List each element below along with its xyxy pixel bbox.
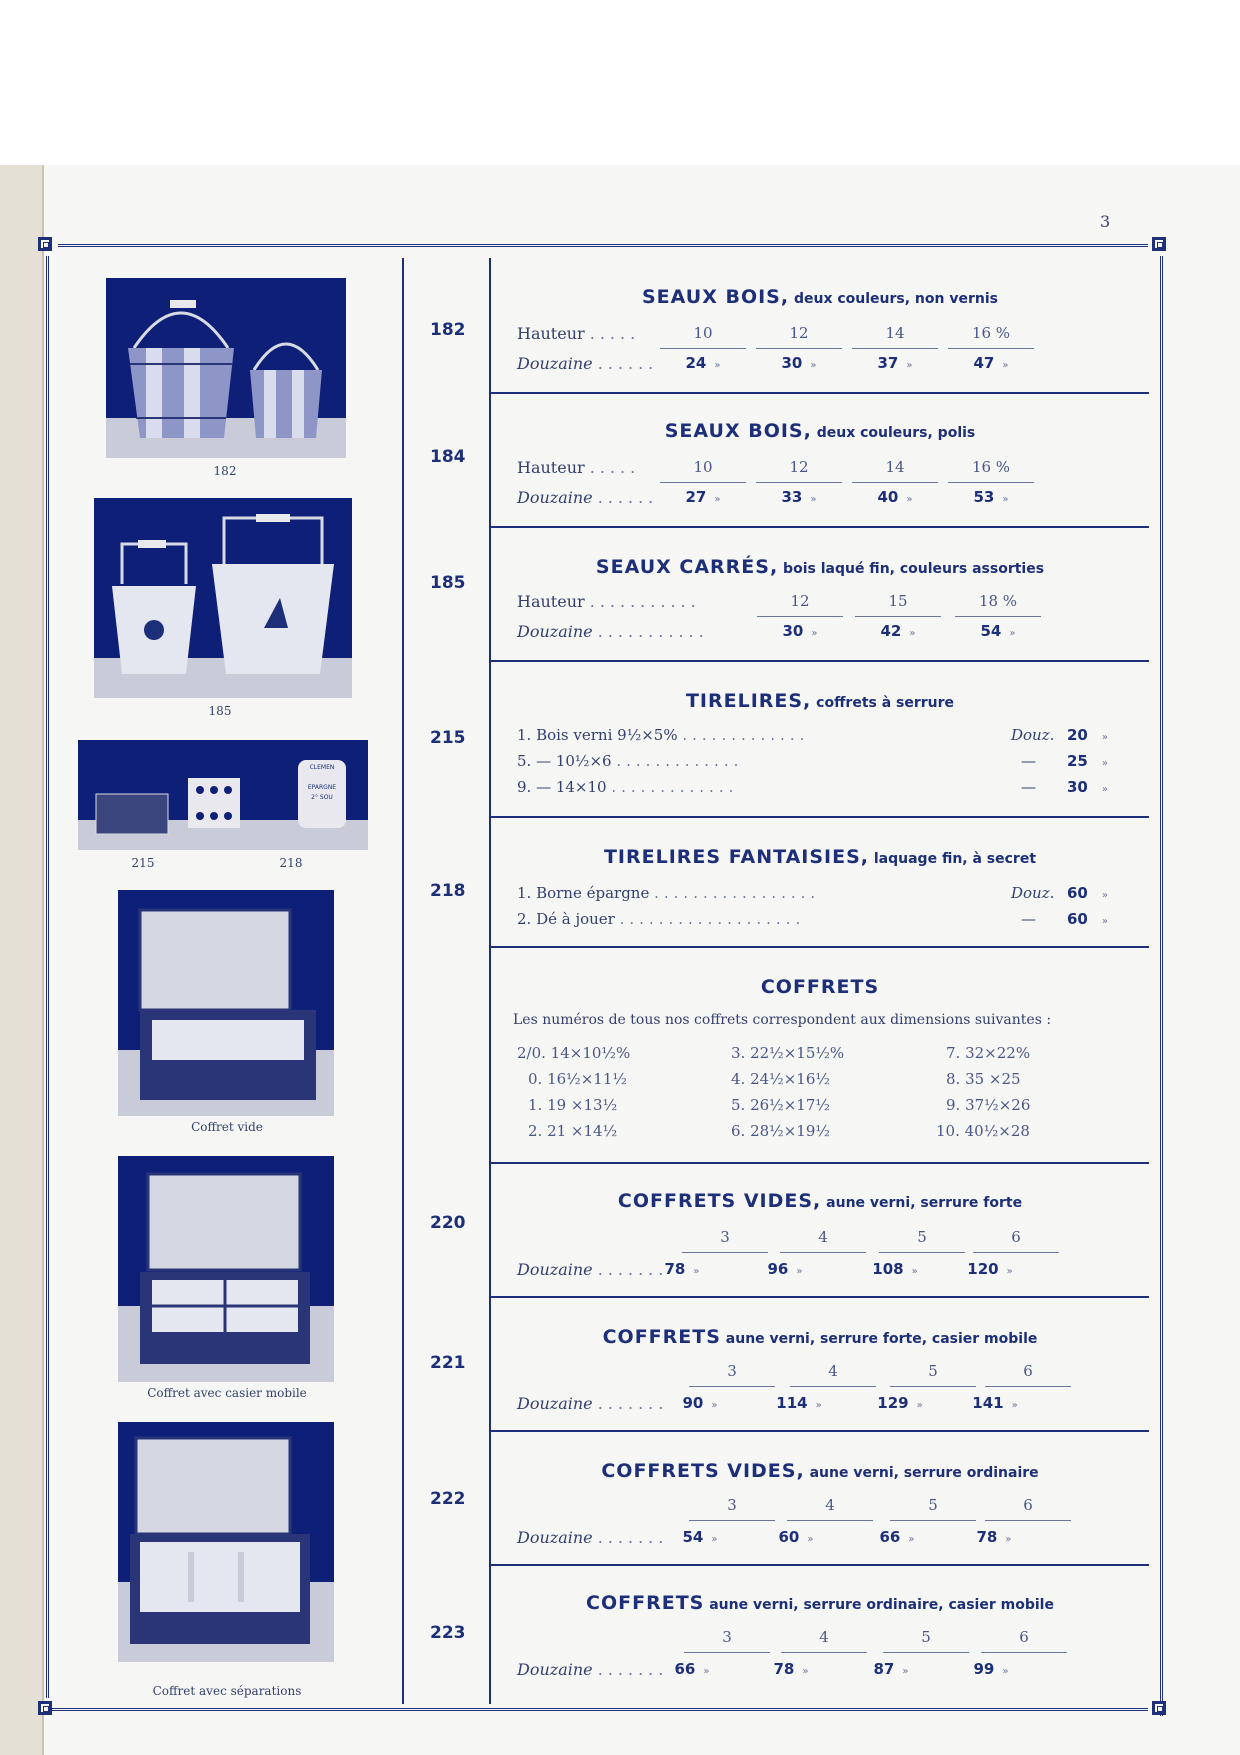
label-douzaine: Douzaine ....... xyxy=(517,1260,669,1279)
price-value: 90 » xyxy=(682,1394,718,1412)
bank-label-line: EPARGNE xyxy=(307,784,337,791)
dimension-cell: 0. 16½×11½ xyxy=(528,1070,627,1088)
dimension-cell: 1. 19 ×13½ xyxy=(528,1096,618,1114)
price-value: 60 » xyxy=(1067,884,1108,902)
rule xyxy=(948,348,1034,349)
size-value: 6 xyxy=(1011,1228,1021,1246)
photo-caption: Coffret avec casier mobile xyxy=(147,1386,307,1400)
section-title: COFFRETS VIDES, aune verni, serrure ordinaire xyxy=(601,1460,1039,1482)
rule xyxy=(757,616,843,617)
list-item: 5. — 10½×6 ............. xyxy=(517,752,744,770)
item-number: 218 xyxy=(430,881,466,901)
column-rule xyxy=(402,258,404,1704)
dimension-cell: 2. 21 ×14½ xyxy=(528,1122,618,1140)
size-value: 16 % xyxy=(971,458,1011,476)
rule xyxy=(780,1252,866,1253)
rule xyxy=(852,348,938,349)
size-value: 6 xyxy=(1019,1628,1029,1646)
label-douzaine: Douzaine ....... xyxy=(517,1528,669,1547)
section-title: COFFRETS VIDES, aune verni, serrure forte xyxy=(617,1190,1023,1212)
section-coffrets xyxy=(491,948,1149,1164)
list-item: 1. Borne épargne ................. xyxy=(517,884,821,902)
price-value: 53 » xyxy=(973,488,1009,506)
price-value: 108 » xyxy=(872,1260,918,1278)
corner-ornament-icon xyxy=(38,1701,52,1715)
size-value: 3 xyxy=(727,1362,737,1380)
dimension-cell: 9. 37½×26 xyxy=(946,1096,1031,1114)
item-number: 215 xyxy=(430,728,466,748)
dimension-cell: 8. 35 ×25 xyxy=(946,1070,1021,1088)
photo-caption: 185 xyxy=(208,704,232,718)
section-215 xyxy=(491,662,1149,818)
photo-caption: Coffret vide xyxy=(191,1120,263,1134)
size-value: 5 xyxy=(921,1628,931,1646)
corner-ornament-icon xyxy=(1152,237,1166,251)
size-value: 15 xyxy=(888,592,908,610)
coffrets-intro: Les numéros de tous nos coffrets correspondent aux dimensions suivantes : xyxy=(513,1012,1052,1028)
size-value: 6 xyxy=(1023,1496,1033,1514)
rule xyxy=(660,348,746,349)
rule xyxy=(985,1520,1071,1521)
label-douzaine: Douzaine ........... xyxy=(517,622,709,641)
rule xyxy=(660,482,746,483)
rule xyxy=(981,1652,1067,1653)
rule xyxy=(985,1386,1071,1387)
size-value: 18 % xyxy=(978,592,1018,610)
rule xyxy=(955,616,1041,617)
bank-label-line: CLEMEN xyxy=(309,764,335,771)
douz-label: — xyxy=(1021,778,1036,796)
section-title: SEAUX BOIS, deux couleurs, polis xyxy=(664,420,976,442)
size-value: 12 xyxy=(789,324,809,342)
section-182 xyxy=(491,262,1149,394)
section-184 xyxy=(491,394,1149,528)
price-value: 78 » xyxy=(664,1260,700,1278)
photo-caption: 215 xyxy=(131,856,155,870)
rule xyxy=(684,1652,770,1653)
dimension-cell: 6. 28½×19½ xyxy=(731,1122,830,1140)
label-hauteur: Hauteur ..... xyxy=(517,324,641,343)
price-value: 114 » xyxy=(776,1394,822,1412)
size-value: 10 xyxy=(693,324,713,342)
corner-ornament-icon xyxy=(38,237,52,251)
item-number: 185 xyxy=(430,573,466,593)
rule xyxy=(855,616,941,617)
price-value: 30 » xyxy=(781,354,817,372)
price-value: 40 » xyxy=(877,488,913,506)
section-220 xyxy=(491,1164,1149,1298)
photo-coffret-separations xyxy=(118,1422,334,1662)
size-value: 4 xyxy=(825,1496,835,1514)
frame-top xyxy=(58,244,1148,247)
price-value: 30 » xyxy=(782,622,818,640)
size-value: 14 xyxy=(885,458,905,476)
dimension-cell: 5. 26½×17½ xyxy=(731,1096,830,1114)
price-value: 42 » xyxy=(880,622,916,640)
price-value: 78 » xyxy=(773,1660,809,1678)
douz-label: — xyxy=(1021,752,1036,770)
rule xyxy=(879,1252,965,1253)
section-title: COFFRETS xyxy=(760,976,880,998)
price-value: 129 » xyxy=(877,1394,923,1412)
price-value: 54 » xyxy=(682,1528,718,1546)
list-item: 9. — 14×10 ............. xyxy=(517,778,739,796)
size-value: 5 xyxy=(928,1496,938,1514)
rule xyxy=(790,1386,876,1387)
photo-caption: 218 xyxy=(279,856,303,870)
bank-label-line: 2° SOU xyxy=(311,794,333,801)
price-value: 24 » xyxy=(685,354,721,372)
rule xyxy=(756,482,842,483)
rule xyxy=(682,1252,768,1253)
size-value: 4 xyxy=(828,1362,838,1380)
rule xyxy=(756,348,842,349)
size-value: 3 xyxy=(727,1496,737,1514)
douz-label: Douz. xyxy=(1011,726,1055,744)
section-title: SEAUX BOIS, deux couleurs, non vernis xyxy=(642,286,998,308)
dimension-cell: 10. 40½×28 xyxy=(936,1122,1030,1140)
price-value: 54 » xyxy=(980,622,1016,640)
price-value: 37 » xyxy=(877,354,913,372)
photo-caption: 182 xyxy=(213,464,237,478)
price-value: 120 » xyxy=(967,1260,1013,1278)
price-value: 99 » xyxy=(973,1660,1009,1678)
price-value: 60 » xyxy=(1067,910,1108,928)
photo-coffret-casier xyxy=(118,1156,334,1382)
list-item: 2. Dé à jouer ................... xyxy=(517,910,806,928)
section-title: SEAUX CARRÉS, bois laqué fin, couleurs assorties xyxy=(595,556,1045,578)
section-222 xyxy=(491,1432,1149,1566)
size-value: 12 xyxy=(789,458,809,476)
binding-edge xyxy=(0,165,44,1755)
price-value: 66 » xyxy=(879,1528,915,1546)
dimension-cell: 7. 32×22% xyxy=(946,1044,1031,1062)
item-number: 220 xyxy=(430,1213,466,1233)
rule xyxy=(852,482,938,483)
photo-tirelires xyxy=(78,740,368,850)
rule xyxy=(781,1652,867,1653)
size-value: 5 xyxy=(928,1362,938,1380)
size-value: 14 xyxy=(885,324,905,342)
label-douzaine: Douzaine ...... xyxy=(517,488,659,507)
size-value: 6 xyxy=(1023,1362,1033,1380)
rule xyxy=(689,1386,775,1387)
price-value: 27 » xyxy=(685,488,721,506)
douz-label: — xyxy=(1021,910,1036,928)
size-value: 3 xyxy=(720,1228,730,1246)
rule xyxy=(890,1520,976,1521)
photo-seaux-carres xyxy=(94,498,352,698)
section-223 xyxy=(491,1566,1149,1704)
photo-coffret-vide xyxy=(118,890,334,1116)
section-185 xyxy=(491,528,1149,662)
dimension-cell: 2/0. 14×10½% xyxy=(517,1044,631,1062)
section-title: TIRELIRES FANTAISIES, laquage fin, à secret xyxy=(603,846,1037,868)
frame-bottom xyxy=(46,1708,1148,1711)
size-value: 12 xyxy=(790,592,810,610)
price-value: 78 » xyxy=(976,1528,1012,1546)
rule xyxy=(973,1252,1059,1253)
section-title: COFFRETS aune verni, serrure forte, casier mobile xyxy=(602,1326,1038,1348)
size-value: 10 xyxy=(693,458,713,476)
rule xyxy=(890,1386,976,1387)
section-218 xyxy=(491,818,1149,948)
price-value: 20 » xyxy=(1067,726,1108,744)
label-douzaine: Douzaine ....... xyxy=(517,1660,669,1679)
price-value: 47 » xyxy=(973,354,1009,372)
item-number: 223 xyxy=(430,1623,466,1643)
section-221 xyxy=(491,1298,1149,1432)
price-value: 96 » xyxy=(767,1260,803,1278)
item-number: 221 xyxy=(430,1353,466,1373)
dimension-cell: 3. 22½×15½% xyxy=(731,1044,845,1062)
size-value: 16 % xyxy=(971,324,1011,342)
price-value: 30 » xyxy=(1067,778,1108,796)
section-title: TIRELIRES, coffrets à serrure xyxy=(685,690,955,712)
price-value: 33 » xyxy=(781,488,817,506)
douz-label: Douz. xyxy=(1011,884,1055,902)
label-hauteur: Hauteur ..... xyxy=(517,458,641,477)
section-title: COFFRETS aune verni, serrure ordinaire, casier mobile xyxy=(586,1592,1054,1614)
item-number: 184 xyxy=(430,447,466,467)
price-value: 66 » xyxy=(674,1660,710,1678)
frame-right xyxy=(1160,256,1163,1716)
size-value: 5 xyxy=(917,1228,927,1246)
photo-seaux-bois xyxy=(106,278,346,458)
rule xyxy=(787,1520,873,1521)
size-value: 4 xyxy=(819,1628,829,1646)
rule xyxy=(689,1520,775,1521)
item-number: 222 xyxy=(430,1489,466,1509)
corner-ornament-icon xyxy=(1152,1701,1166,1715)
rule xyxy=(948,482,1034,483)
size-value: 3 xyxy=(722,1628,732,1646)
rule xyxy=(883,1652,969,1653)
label-douzaine: Douzaine ....... xyxy=(517,1394,669,1413)
price-value: 25 » xyxy=(1067,752,1108,770)
price-value: 141 » xyxy=(972,1394,1018,1412)
label-douzaine: Douzaine ...... xyxy=(517,354,659,373)
frame-left xyxy=(46,256,49,1698)
price-value: 87 » xyxy=(873,1660,909,1678)
item-number: 182 xyxy=(430,320,466,340)
page-number: 3 xyxy=(1100,212,1111,231)
label-hauteur: Hauteur ........... xyxy=(517,592,701,611)
list-item: 1. Bois verni 9½×5% ............. xyxy=(517,726,810,744)
dimension-cell: 4. 24½×16½ xyxy=(731,1070,830,1088)
photo-caption: Coffret avec séparations xyxy=(152,1684,302,1698)
price-value: 60 » xyxy=(778,1528,814,1546)
size-value: 4 xyxy=(818,1228,828,1246)
